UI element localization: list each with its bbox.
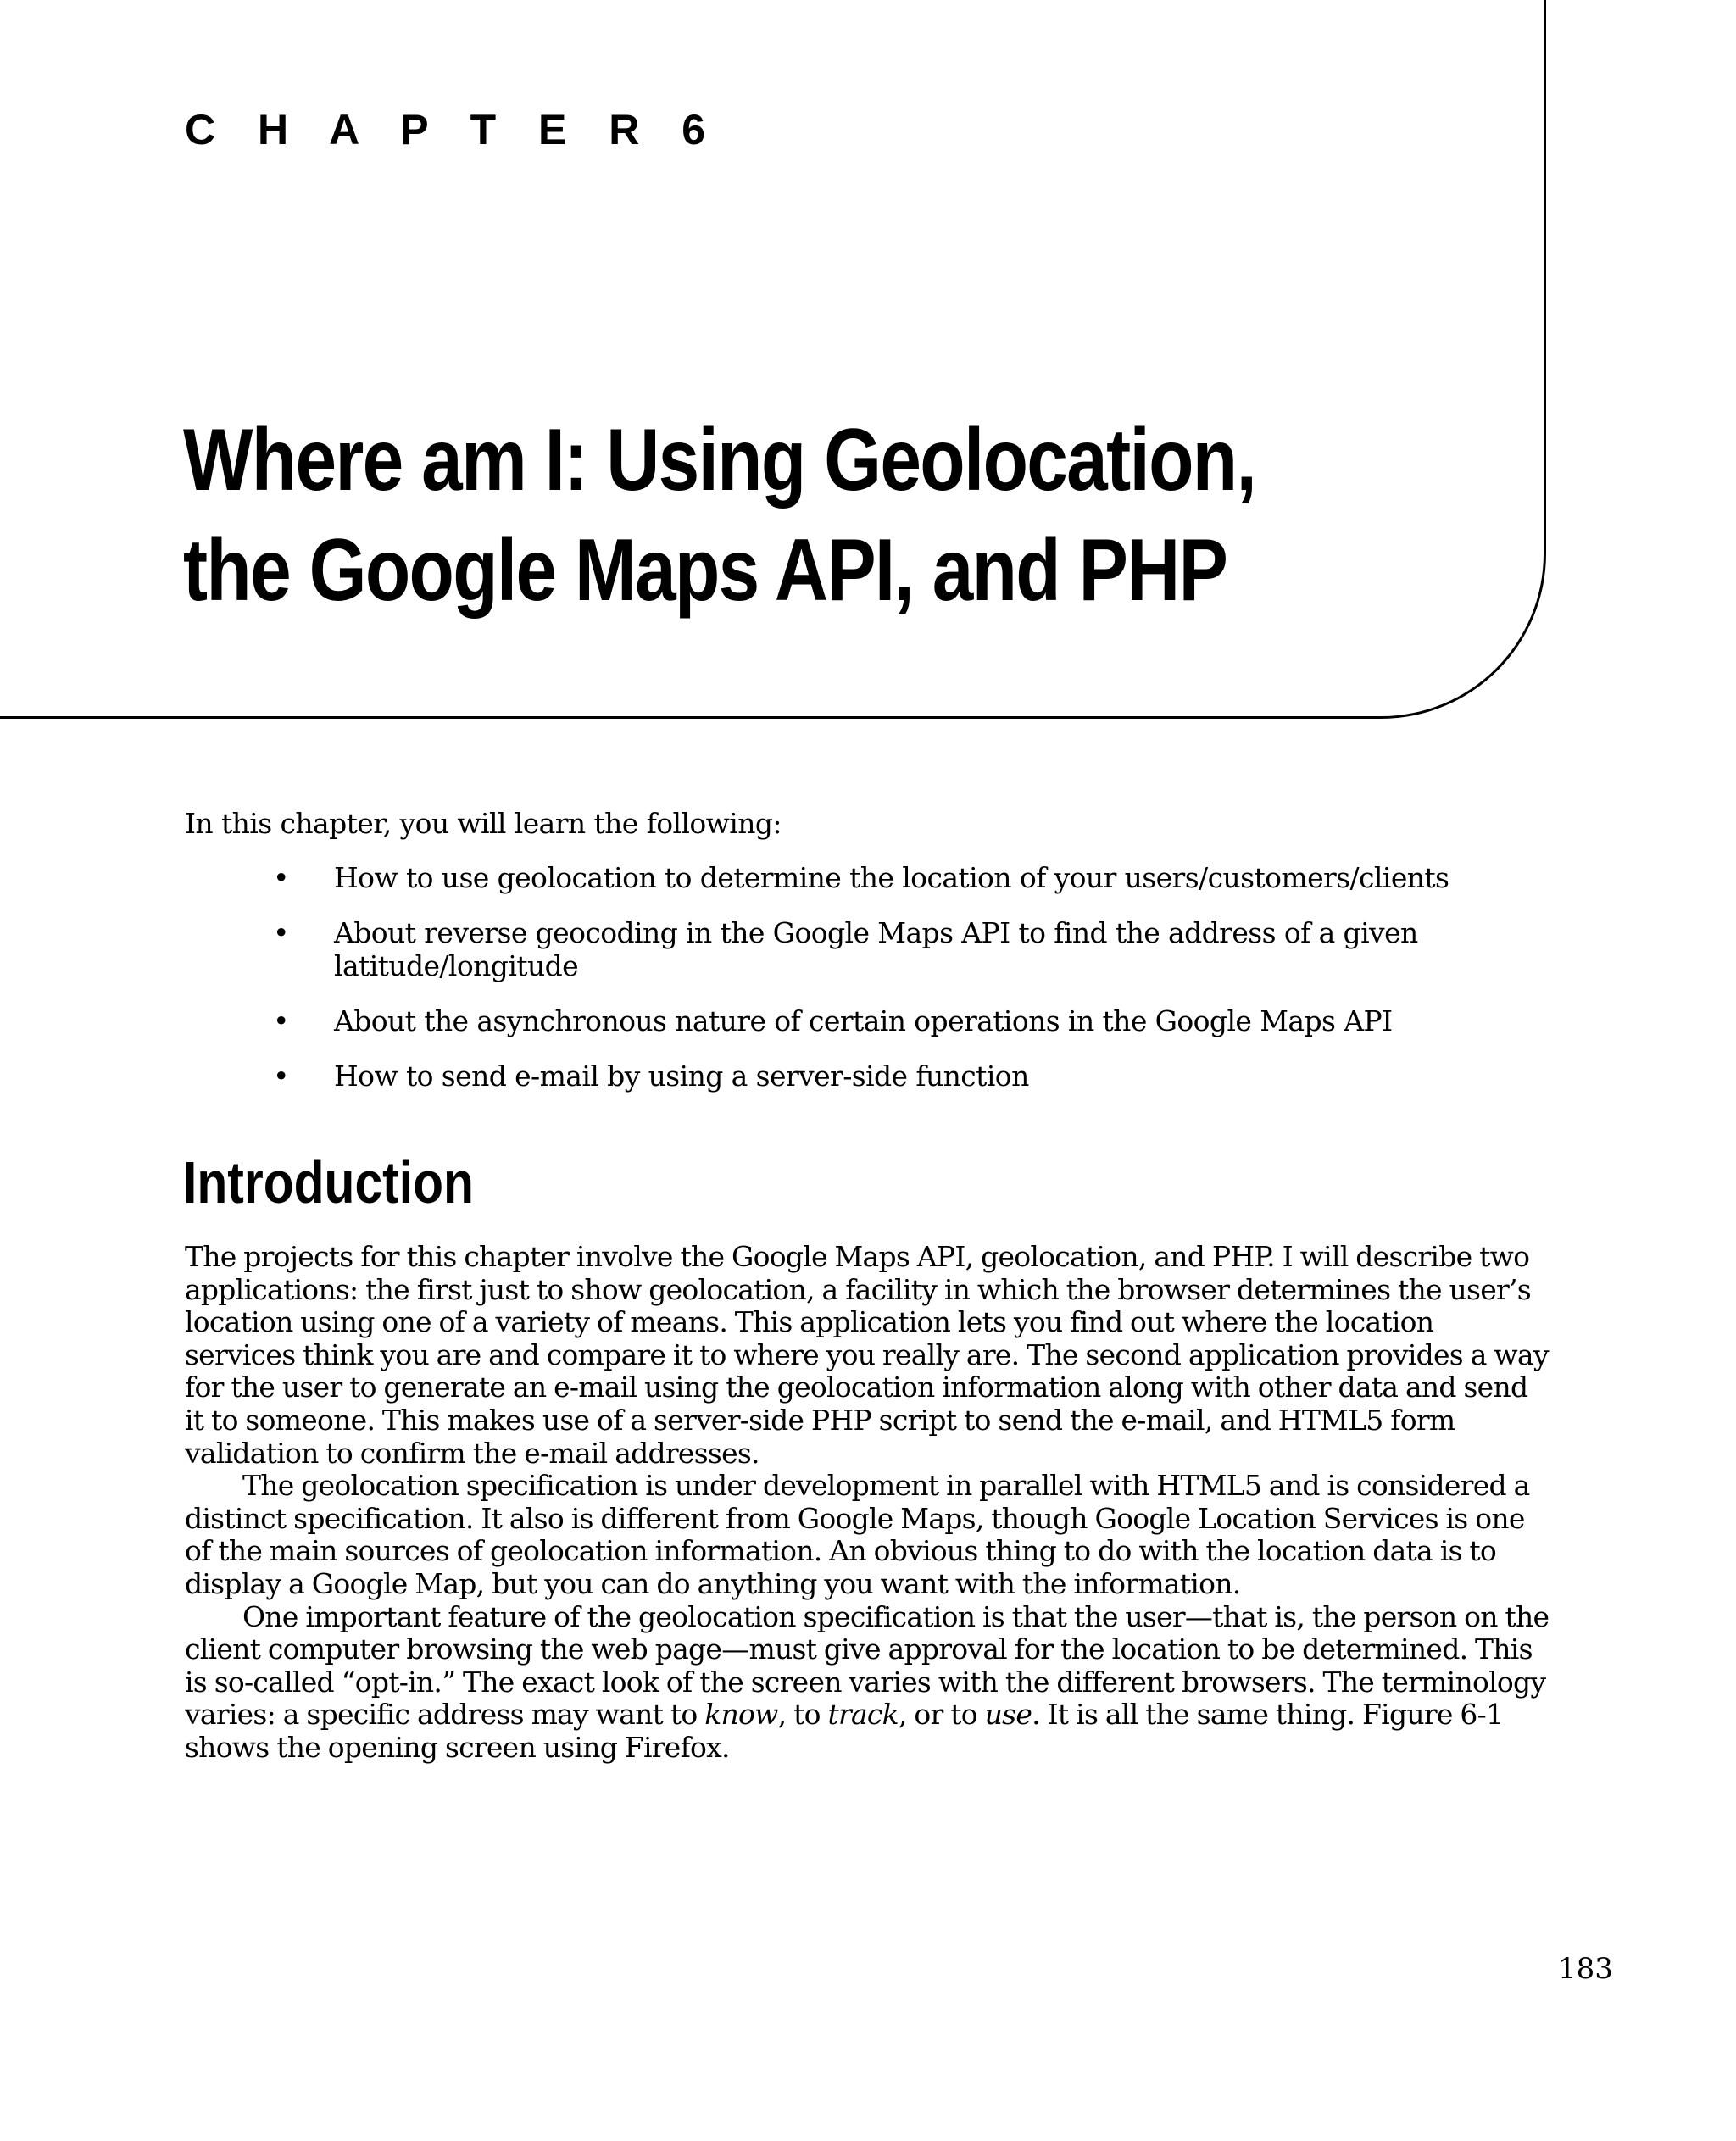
objective-item [185,1059,1555,1093]
bullet: • [273,916,289,949]
objective-item [185,1004,1555,1037]
chapter-title-line-2: the Google Maps API, and PHP [183,521,1227,620]
bullet: • [273,1004,289,1037]
objectives-list [185,861,1541,1115]
paragraph-3-text: . It is all the same thing. Figure 6-1 shows the opening screen using Firefox. [185,1698,1504,1764]
bullet: • [273,1059,289,1093]
objective-item [185,916,1555,982]
chapter-label: C H A P T E R 6 [185,106,721,153]
objective-item [185,861,1555,894]
objective-text: About the asynchronous nature of certain operations in the Google Maps API [334,1004,1393,1037]
paragraph-3 [185,1601,1550,1765]
objective-text: How to send e-mail by using a server-side function [334,1059,1029,1093]
paragraph-3-text: One important feature of the geolocation specification is that the user—that is, the person on the client computer browsing the web page—must give approval for the location to be determined. This is so-called “opt-in.” The exact look of the screen varies with the different browsers. The terminology varies: a specific address may want to [185,1599,1550,1732]
introduction-body [185,1241,1550,1765]
objective-text: How to use geolocation to determine the location of your users/customers/clients [334,861,1449,894]
chapter-title-line-1: Where am I: Using Geolocation, [183,411,1256,509]
emphasis-track: track [827,1698,899,1732]
objective-text: About reverse geocoding in the Google Maps API to find the address of a given latitude/longitude [334,916,1418,982]
page-number: 183 [1558,1952,1613,1986]
emphasis-know: know [704,1698,778,1732]
section-heading-introduction: Introduction [183,1149,474,1215]
paragraph-1: The projects for this chapter involve the Google Maps API, geolocation, and PHP. I will describe two applications: the first just to show geolocation, a facility in which the browser determines the user’s location using one of a variety of means. This application lets you find out where the location services think you are and compare it to where you really are. The second application provides a way for the user to generate an e-mail using the geolocation information along with other data and send it to someone. This makes use of a server-side PHP script to send the e-mail, and HTML5 form validation to confirm the e-mail addresses. [185,1240,1549,1470]
chapter-title [183,405,1294,626]
paragraph-3-text: , or to [898,1698,985,1732]
paragraph-3-text: , to [777,1698,828,1732]
emphasis-use: use [984,1698,1032,1732]
bullet: • [273,861,289,894]
paragraph-2: The geolocation specification is under development in parallel with HTML5 and is considered a distinct specification. It also is different from Google Maps, though Google Location Services is one of the main sources of geolocation information. An obvious thing to do with the location data is to display a Google Map, but you can do anything you want with the information. [185,1469,1530,1600]
objectives-intro: In this chapter, you will learn the following: [185,807,782,840]
